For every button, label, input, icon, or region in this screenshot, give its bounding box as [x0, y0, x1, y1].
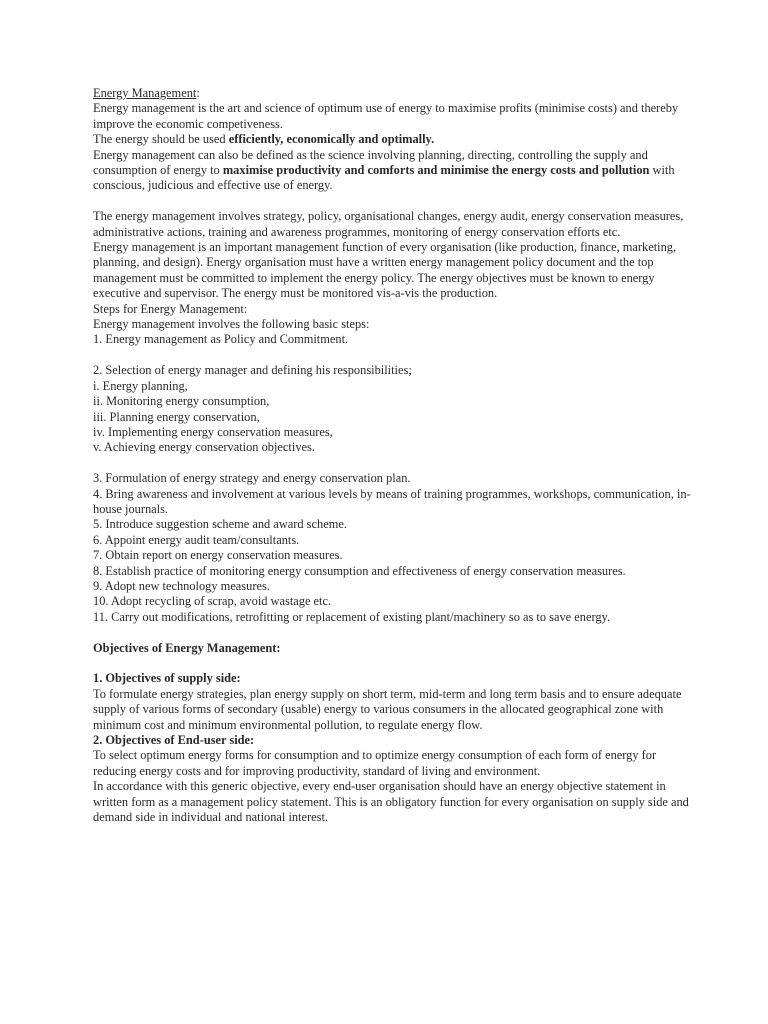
efficiency-statement [93, 132, 693, 147]
objectives-section [93, 671, 693, 825]
step-item: 3. Formulation of energy strategy and energy conservation plan. [93, 471, 411, 486]
step-item: 4. Bring awareness and involvement at various levels by means of training programmes, workshops, communication, in-house journals. [93, 486, 691, 516]
spacer [93, 456, 693, 471]
end-user-heading [93, 733, 693, 748]
responsibilities-section [93, 363, 693, 455]
efficiency-bold: efficiently, economically and optimally. [228, 132, 435, 147]
step-item: 11. Carry out modifications, retrofitting or replacement of existing plant/machinery so as to save energy. [93, 609, 611, 624]
end-user-heading-text: 2. Objectives of End-user side: [93, 732, 255, 747]
spacer [93, 625, 693, 640]
step-item: 7. Obtain report on energy conservation measures. [93, 548, 343, 563]
science-definition [93, 148, 693, 194]
supply-side-heading-text: 1. Objectives of supply side: [93, 671, 241, 686]
step-item: 9. Adopt new technology measures. [93, 578, 270, 593]
substep-item: v. Achieving energy conservation objectives. [93, 440, 315, 455]
step-item: 2. Selection of energy manager and defining his responsibilities; [93, 363, 412, 378]
management-section [93, 209, 693, 348]
science-pre: Energy management can also be defined as the science involving planning, directing, controlling the supply and consumption of energy to [93, 147, 648, 178]
step-item: 5. Introduce suggestion scheme and award scheme. [93, 517, 347, 532]
science-post: with conscious, judicious and effective use of energy. [93, 163, 675, 193]
substep-item: iv. Implementing energy conservation measures, [93, 424, 333, 439]
supply-side-heading [93, 671, 693, 686]
step-item: 8. Establish practice of monitoring energy consumption and effectiveness of energy conservation measures. [93, 563, 626, 578]
substep-item: ii. Monitoring energy consumption, [93, 394, 270, 409]
function-paragraph: Energy management is an important management function of every organisation (like production, finance, marketing, planning, and design). Energy organisation must have a written energy management policy document and the top management must be committed to implement the energy policy. The energy objectives must be known to energy executive and supervisor. The energy must be monitored vis-a-vis the production. [93, 240, 677, 301]
definition-paragraph: Energy management is the art and science of optimum use of energy to maximise profits (minimise costs) and thereby improve the economic competiveness. [93, 101, 679, 131]
involvement-paragraph: The energy management involves strategy, policy, organisational changes, energy audit, energy conservation measures, administrative actions, training and awareness programmes, monitoring of energy conservation efforts etc. [93, 209, 684, 239]
intro-section [93, 86, 693, 194]
spacer [93, 656, 693, 671]
title-colon: : [196, 86, 200, 100]
page-title [93, 86, 693, 101]
objectives-heading [93, 641, 693, 656]
step-item: 10. Adopt recycling of scrap, avoid wastage etc. [93, 594, 332, 609]
spacer [93, 348, 693, 363]
closing-paragraph: In accordance with this generic objective, every end-user organisation should have an energy objective statement in written form as a management policy statement. This is an obligatory function for every organisation on supply side and demand side in individual and national interest. [93, 779, 689, 825]
steps-intro: Energy management involves the following basic steps: [93, 317, 370, 332]
substep-item: i. Energy planning, [93, 378, 188, 393]
step-item: 1. Energy management as Policy and Commitment. [93, 332, 349, 347]
step-item: 6. Appoint energy audit team/consultants. [93, 532, 300, 547]
title-text: Energy Management [93, 86, 197, 100]
substep-item: iii. Planning energy conservation, [93, 409, 260, 424]
steps-heading: Steps for Energy Management: [93, 301, 248, 316]
document-page [93, 86, 693, 825]
efficiency-pre: The energy should be used [93, 132, 229, 147]
spacer [93, 194, 693, 209]
remaining-steps-section [93, 471, 693, 625]
supply-side-text: To formulate energy strategies, plan energy supply on short term, mid-term and long term basis and to ensure adequate supply of various forms of secondary (usable) energy to various consumers in the allocated geographical zone with minimum cost and minimum environmental pollution, to regulate energy flow. [93, 686, 682, 732]
science-bold: maximise productivity and comforts and minimise the energy costs and pollution [222, 163, 650, 178]
end-user-text: To select optimum energy forms for consumption and to optimize energy consumption of each form of energy for reducing energy costs and for improving productivity, standard of living and environment. [93, 748, 657, 778]
objectives-heading-section [93, 641, 693, 656]
objectives-heading-text: Objectives of Energy Management: [93, 640, 281, 655]
